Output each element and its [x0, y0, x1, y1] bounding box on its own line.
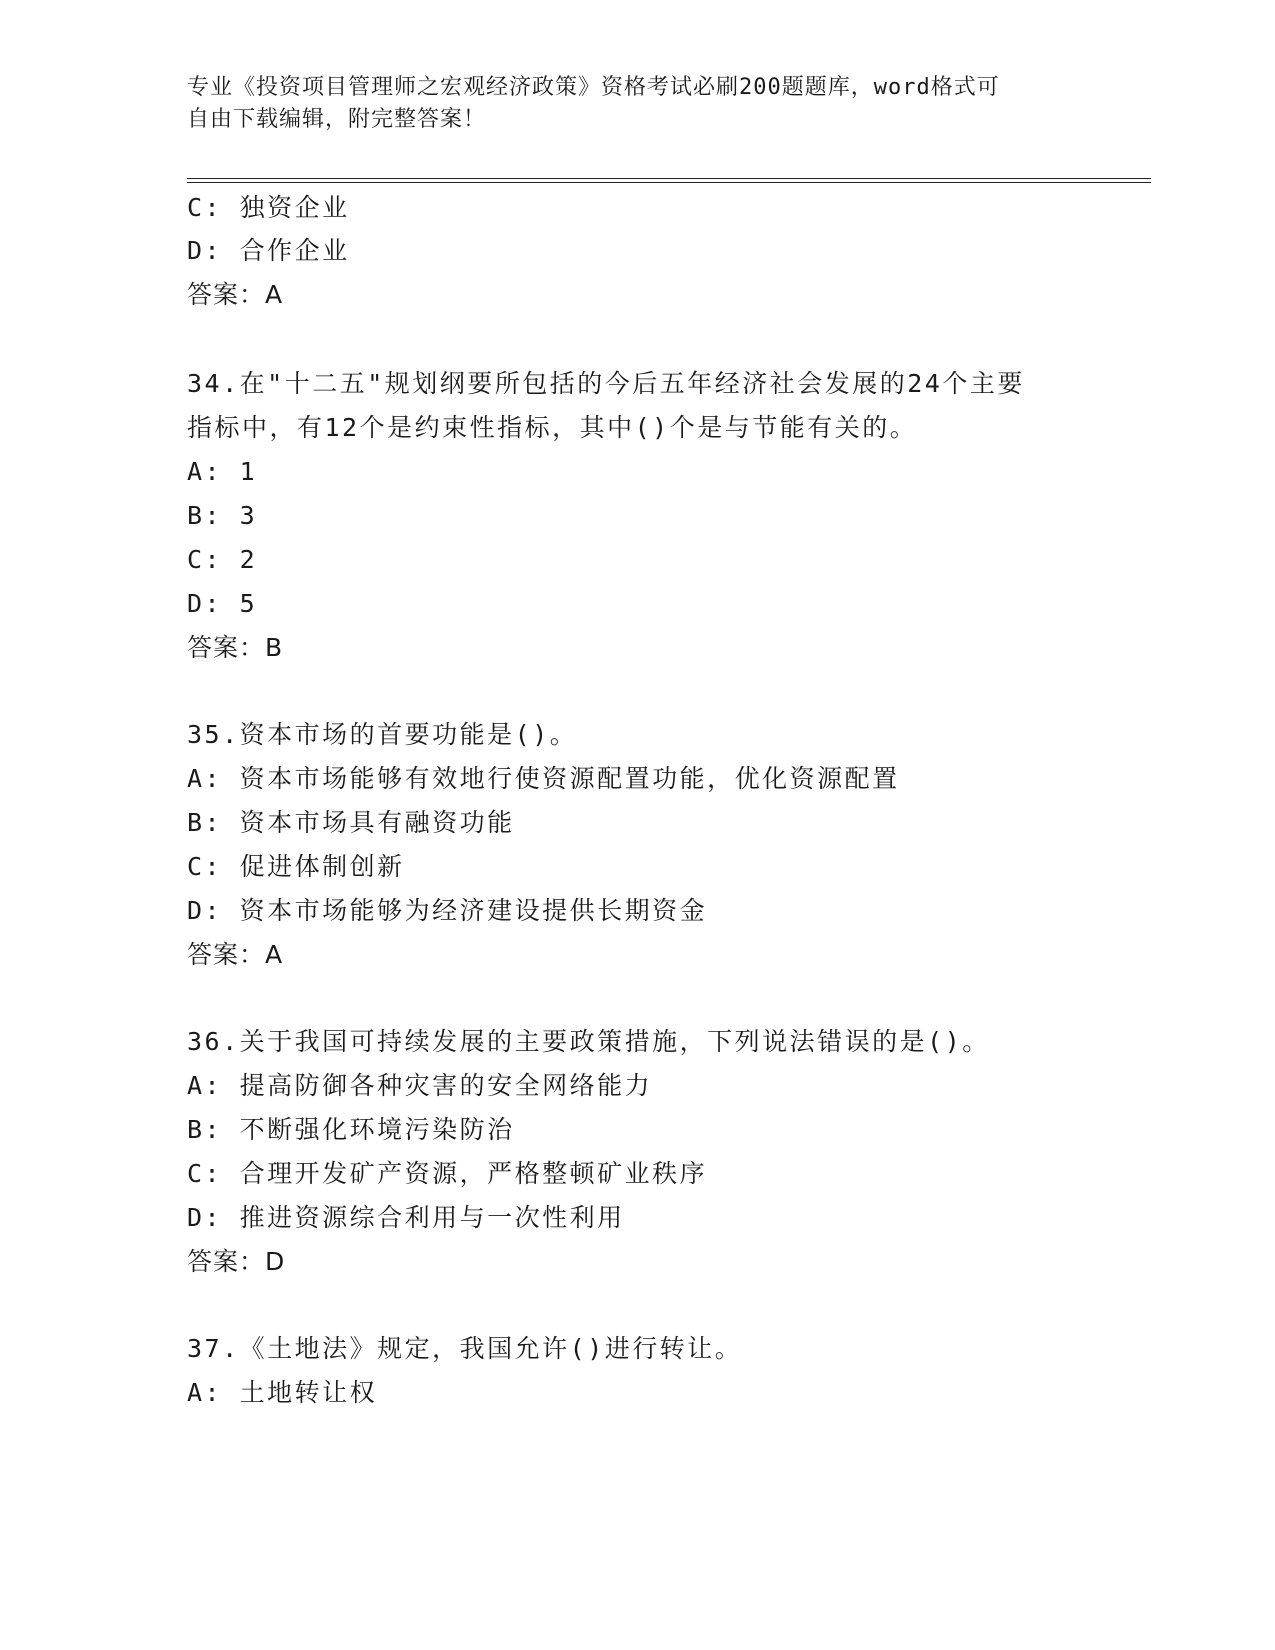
q34-option-b: B: 3: [187, 501, 258, 530]
q35-option-b: B: 资本市场具有融资功能: [187, 808, 515, 837]
q34-answer: 答案：B: [187, 633, 284, 662]
header-line-2: 自由下载编辑，附完整答案！: [187, 107, 487, 132]
document-header: [187, 72, 1067, 136]
q36-option-b: B: 不断强化环境污染防治: [187, 1115, 515, 1144]
q34-stem-line-1: 34.在"十二五"规划纲要所包括的今后五年经济社会发展的24个主要: [187, 369, 1025, 398]
q37-stem: 37.《土地法》规定，我国允许()进行转让。: [187, 1334, 743, 1363]
header-divider-thin: [187, 182, 1151, 183]
q36-option-c: C: 合理开发矿产资源，严格整顿矿业秩序: [187, 1159, 708, 1188]
q35-option-a: A: 资本市场能够有效地行使资源配置功能，优化资源配置: [187, 764, 900, 793]
q36-stem: 36.关于我国可持续发展的主要政策措施，下列说法错误的是()。: [187, 1027, 990, 1056]
q33-option-d: D: 合作企业: [187, 236, 350, 265]
q35-option-d: D: 资本市场能够为经济建设提供长期资金: [187, 896, 708, 925]
q33-option-c: C: 独资企业: [187, 193, 350, 222]
q36-answer: 答案：D: [187, 1247, 286, 1276]
header-line-1: 专业《投资项目管理师之宏观经济政策》资格考试必刷200题题库，word格式可: [187, 75, 1000, 100]
q34-option-d: D: 5: [187, 589, 258, 618]
q34-option-a: A: 1: [187, 457, 258, 486]
q34-stem-line-2: 指标中，有12个是约束性指标，其中()个是与节能有关的。: [187, 413, 918, 442]
q35-stem: 35.资本市场的首要功能是()。: [187, 720, 578, 749]
q37-option-a: A: 土地转让权: [187, 1378, 378, 1407]
q36-option-a: A: 提高防御各种灾害的安全网络能力: [187, 1071, 653, 1100]
header-divider-thick: [187, 178, 1151, 179]
q34-option-c: C: 2: [187, 545, 258, 574]
q33-answer: 答案：A: [187, 280, 284, 309]
q35-option-c: C: 促进体制创新: [187, 852, 405, 881]
q36-option-d: D: 推进资源综合利用与一次性利用: [187, 1203, 625, 1232]
q35-answer: 答案：A: [187, 940, 284, 969]
